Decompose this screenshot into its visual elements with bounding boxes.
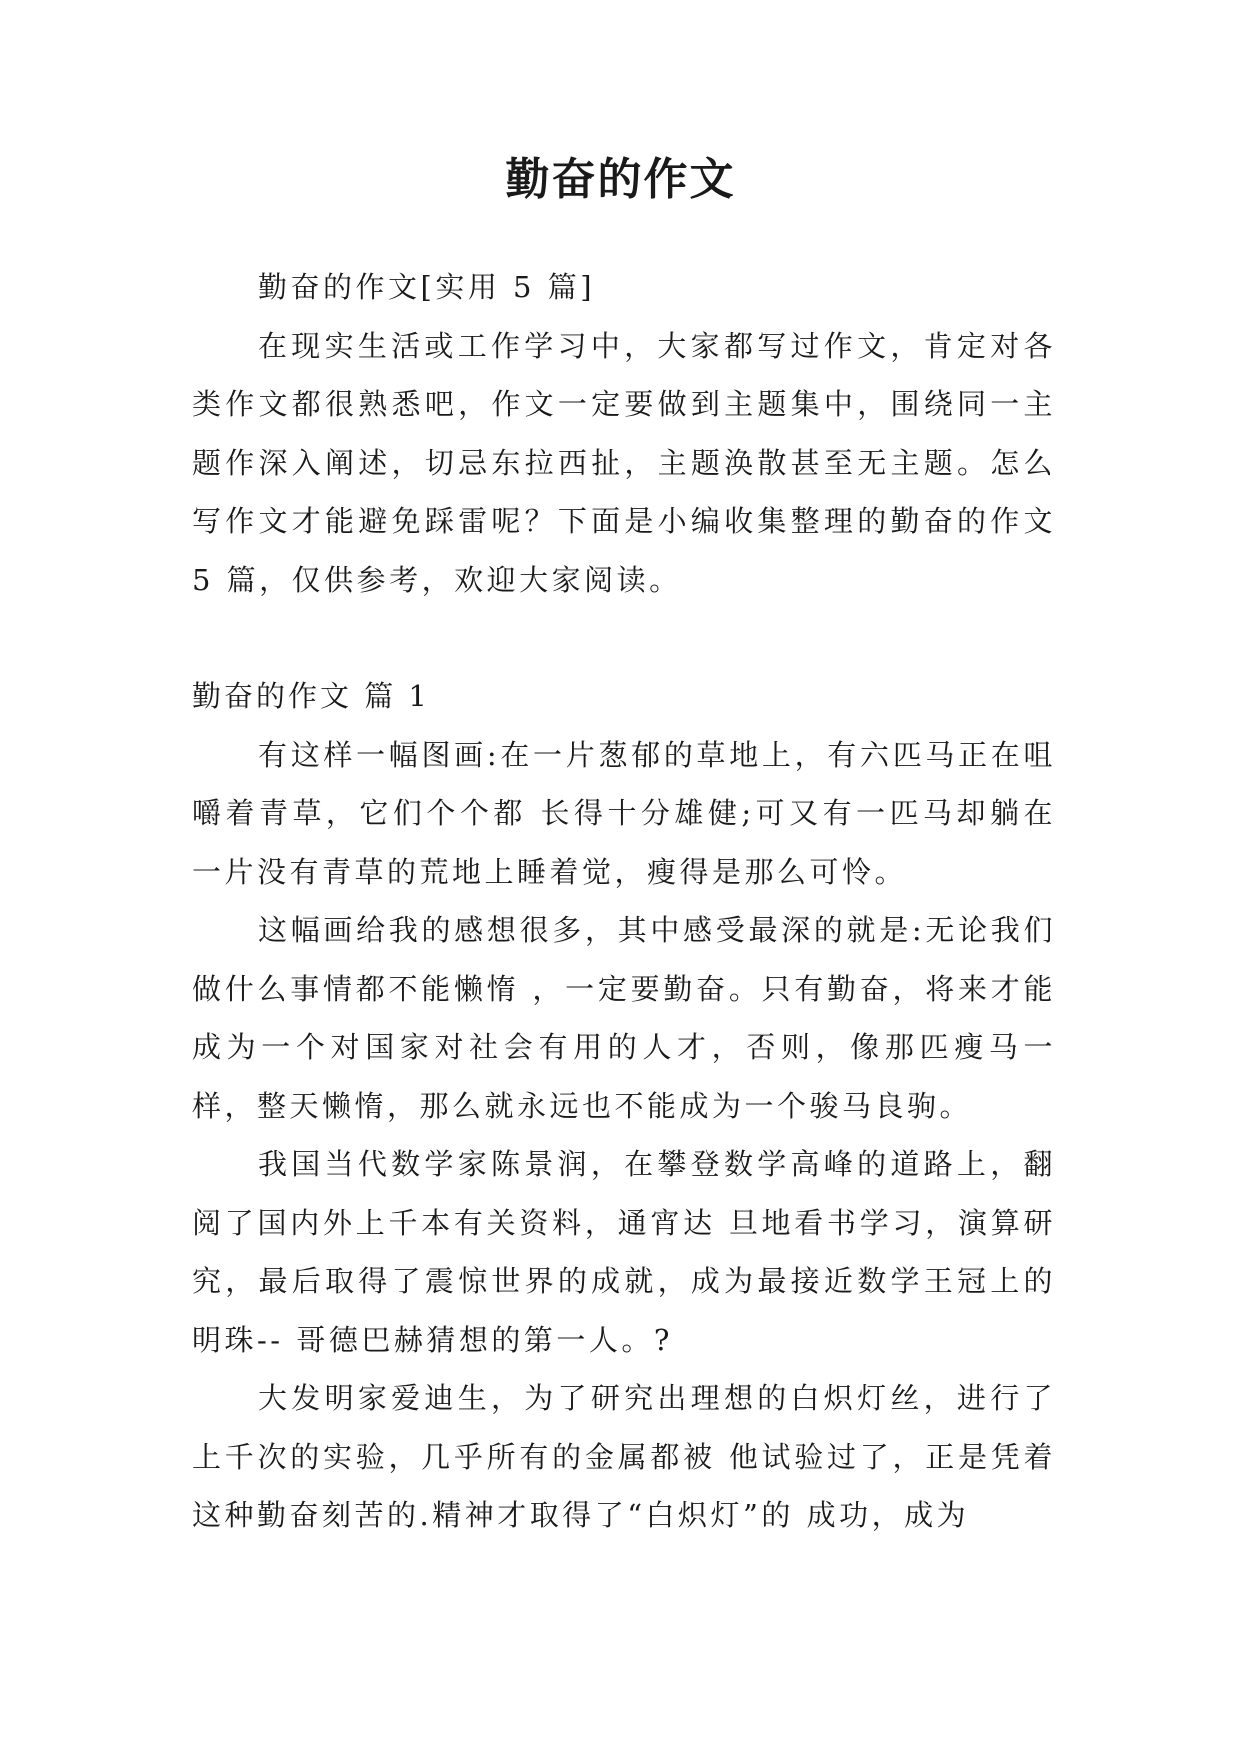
body-paragraph: 有这样一幅图画:在一片葱郁的草地上，有六匹马正在咀嚼着青草，它们个个都 长得十分雄健;可又有一匹马却躺在一片没有青草的荒地上睡着觉，瘦得是那么可怜。 (192, 737, 1056, 889)
document-subtitle: 勤奋的作文[实用 5 篇] (258, 270, 596, 304)
body-paragraph: 这幅画给我的感想很多，其中感受最深的就是:无论我们做什么事情都不能懒惰 ，一定要勤奋。只有勤奋，将来才能成为一个对国家对社会有用的人才，否则，像那匹瘦马一样，整天懒惰，那么就永远也不能成为一个骏马良驹。 (192, 913, 1056, 1123)
body-paragraph: 大发明家爱迪生，为了研究出理想的白炽灯丝，进行了上千次的实验，几乎所有的金属都被 他试验过了，正是凭着这种勤奋刻苦的.精神才取得了“白炽灯”的 成功，成为 (192, 1381, 1056, 1532)
document-title: 勤奋的作文 (505, 154, 736, 205)
section-spacer (192, 609, 1056, 667)
body-paragraph: 我国当代数学家陈景润，在攀登数学高峰的道路上，翻阅了国内外上千本有关资料，通宵达 旦地看书学习，演算研究，最后取得了震惊世界的成就，成为最接近数学王冠上的明珠-- 哥德巴赫猜想的第一人。? (192, 1147, 1056, 1357)
intro-paragraph: 在现实生活或工作学习中，大家都写过作文，肯定对各类作文都很熟悉吧，作文一定要做到主题集中，围绕同一主题作深入阐述，切忌东拉西扯，主题涣散甚至无主题。怎么写作文才能避免踩雷呢？下面是小编收集整理的勤奋的作文 5 篇，仅供参考，欢迎大家阅读。 (192, 328, 1056, 597)
section-heading: 勤奋的作文 篇 1 (192, 679, 430, 713)
document-body (192, 258, 1056, 1545)
